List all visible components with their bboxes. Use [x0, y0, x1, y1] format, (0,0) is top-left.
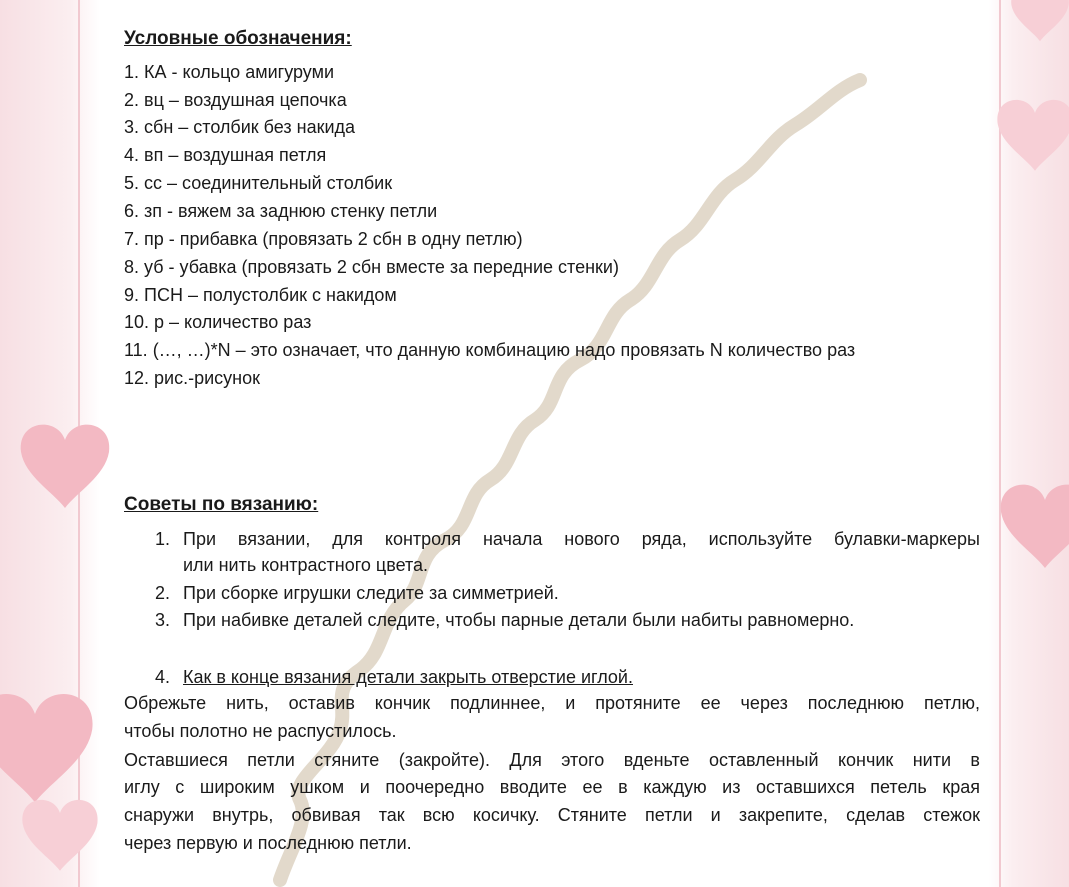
legend-item: 9. ПСН – полустолбик с накидом	[124, 285, 397, 305]
paragraph-line: иглу с широким ушком и поочередно вводите ее в каждую из оставшихся петель края	[124, 777, 980, 797]
tips-title: Советы по вязанию:	[124, 494, 319, 515]
tip-heading: Как в конце вязания детали закрыть отверстие иглой.	[183, 667, 633, 687]
tip-text: При набивке деталей следите, чтобы парные детали были набиты равномерно.	[183, 610, 855, 630]
tip-number: 1.	[155, 529, 171, 549]
legend-item: 10. р – количество раз	[124, 312, 312, 332]
paragraph-line: Оставшиеся петли стяните (закройте). Для этого вденьте оставленный кончик нити в	[124, 750, 980, 770]
legend-item: 11. (…, …)*N – это означает, что данную комбинацию надо провязать N количество раз	[124, 340, 856, 360]
tip-number: 3.	[155, 610, 171, 630]
legend-item: 8. уб - убавка (провязать 2 сбн вместе за передние стенки)	[124, 257, 619, 277]
legend-title: Условные обозначения:	[124, 28, 352, 49]
legend-item: 4. вп – воздушная петля	[124, 145, 327, 165]
paragraph-line: чтобы полотно не распустилось.	[124, 721, 397, 741]
tip-text: При сборке игрушки следите за симметрией.	[183, 583, 559, 603]
legend-item: 6. зп - вяжем за заднюю стенку петли	[124, 201, 438, 221]
decorative-right-border	[989, 0, 1069, 887]
legend-item: 12. рис.-рисунок	[124, 368, 260, 388]
paragraph-line: снаружи внутрь, обвивая так всю косичку. Стяните петли и закрепите, сделав стежок	[124, 805, 980, 825]
paragraph-line: через первую и последнюю петли.	[124, 833, 412, 853]
tip-text: или нить контрастного цвета.	[183, 555, 429, 575]
tip-text: При вязании, для контроля начала нового ряда, используйте булавки-маркеры	[183, 529, 980, 549]
legend-item: 1. КА - кольцо амигуруми	[124, 62, 335, 82]
tip-number: 4.	[155, 667, 171, 687]
decorative-left-border	[0, 0, 100, 887]
paragraph-line: Обрежьте нить, оставив кончик подлиннее, и протяните ее через последнюю петлю,	[124, 693, 980, 713]
legend-item: 5. сс – соединительный столбик	[124, 173, 393, 193]
legend-item: 2. вц – воздушная цепочка	[124, 90, 347, 110]
tip-number: 2.	[155, 583, 171, 603]
legend-item: 3. сбн – столбик без накида	[124, 117, 356, 137]
legend-item: 7. пр - прибавка (провязать 2 сбн в одну петлю)	[124, 229, 523, 249]
